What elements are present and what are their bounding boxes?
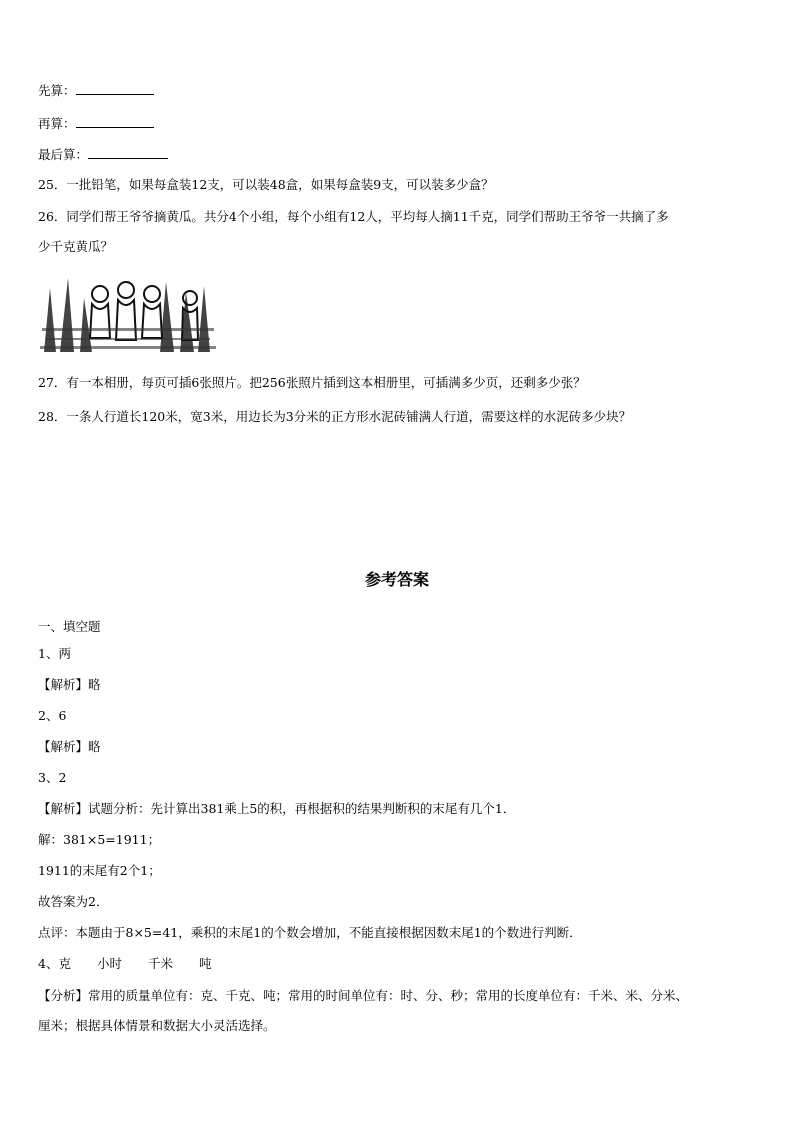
- answer-4-label: 4、: [38, 956, 59, 971]
- answer-4-analysis-line1: 【分析】常用的质量单位有：克、千克、吨；常用的时间单位有：时、分、秒；常用的长度单位有：千米、米、分米、: [38, 988, 689, 1003]
- answer-3-comment: 点评：本题由于8×5=41，乘积的末尾1的个数会增加，不能直接根据因数末尾1的个数进行判断．: [38, 925, 582, 940]
- answer-4: [38, 955, 238, 973]
- step-last-label: 最后算：: [38, 147, 89, 162]
- answer-3-solution: 解：381×5=1911；: [38, 832, 161, 847]
- cucumber-picking-illustration: [40, 268, 216, 356]
- answer-4-unit: 吨: [199, 956, 212, 971]
- question-26-line2: 少千克黄瓜？: [38, 239, 114, 254]
- answer-3-conclusion: 故答案为2．: [38, 894, 109, 909]
- answer-4-analysis-line2: 厘米；根据具体情景和数据大小灵活选择。: [38, 1018, 276, 1033]
- answer-blank[interactable]: [76, 82, 154, 95]
- answer-2: 2、6: [38, 708, 67, 723]
- step-last: [38, 146, 168, 164]
- question-25: 25．一批铅笔，如果每盒装12支，可以装48盒，如果每盒装9支，可以装多少盒？: [38, 177, 494, 192]
- question-28: 28．一条人行道长120米，宽3米，用边长为3分米的正方形水泥砖铺满人行道，需要这样的水泥砖多少块？: [38, 409, 632, 424]
- step-first: [38, 82, 154, 100]
- answer-3-analysis: 【解析】试题分析：先计算出381乘上5的积，再根据积的结果判断积的末尾有几个1．: [38, 801, 516, 816]
- answer-1: 1、两: [38, 646, 71, 661]
- question-26-line1: 26．同学们帮王爷爷摘黄瓜。共分4个小组，每个小组有12人，平均每人摘11千克，同学们帮助王爷爷一共摘了多: [38, 209, 669, 224]
- answer-3-result: 1911的末尾有2个1；: [38, 863, 161, 878]
- step-second-label: 再算：: [38, 116, 76, 131]
- answers-section-heading: 一、填空题: [38, 619, 101, 634]
- answer-blank[interactable]: [88, 146, 168, 159]
- step-second: [38, 115, 154, 133]
- answer-4-unit: 小时: [96, 956, 122, 971]
- answer-4-unit: 千米: [147, 956, 173, 971]
- step-first-label: 先算：: [38, 83, 76, 98]
- answer-4-unit: 克: [58, 956, 71, 971]
- answer-2-note: 【解析】略: [38, 739, 101, 754]
- answer-3: 3、2: [38, 770, 67, 785]
- question-27: 27．有一本相册，每页可插6张照片。把256张照片插到这本相册里，可插满多少页，还剩多少张？: [38, 375, 586, 390]
- answer-blank[interactable]: [76, 115, 154, 128]
- answer-1-note: 【解析】略: [38, 677, 101, 692]
- answers-title: 参考答案: [364, 570, 429, 589]
